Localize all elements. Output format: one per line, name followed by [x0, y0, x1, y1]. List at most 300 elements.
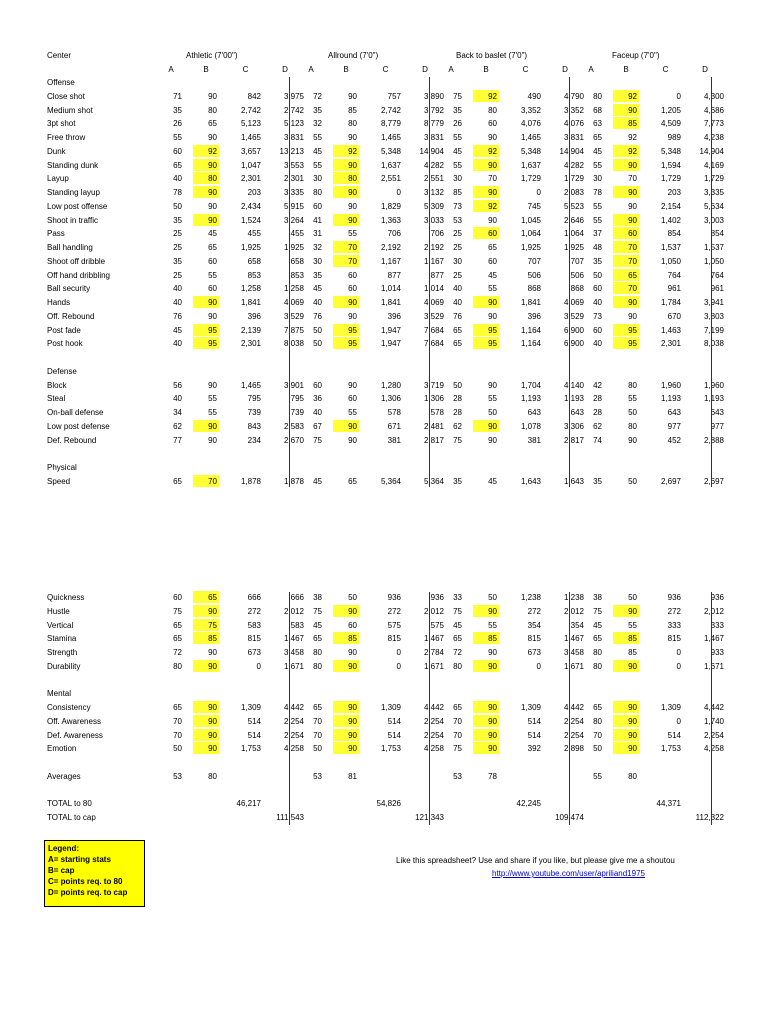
table-cell: 70 — [628, 174, 637, 184]
table-cell: 60 — [208, 284, 217, 294]
table-cell: 90 — [208, 160, 217, 170]
table-cell: 55 — [348, 229, 357, 239]
table-cell: 868 — [570, 284, 584, 294]
table-cell: 70 — [313, 716, 322, 726]
table-cell: 0 — [536, 188, 541, 197]
table-cell: 90 — [208, 661, 217, 671]
table-cell: 14,904 — [559, 146, 584, 156]
table-cell: 5,523 — [563, 201, 584, 211]
table-cell: 75 — [453, 91, 462, 101]
table-cell: 70 — [348, 256, 357, 266]
table-cell: 90 — [208, 421, 217, 431]
table-cell: 1,258 — [240, 284, 261, 294]
row-label: Quickness — [47, 593, 85, 602]
table-cell: 37 — [593, 229, 602, 239]
table-cell: 65 — [348, 476, 357, 486]
table-cell: 2,742 — [380, 105, 401, 115]
table-cell: 3,529 — [563, 311, 584, 321]
table-cell: 90 — [348, 744, 357, 754]
table-cell: 1,753 — [240, 744, 261, 754]
table-cell: 80 — [208, 105, 217, 115]
table-cell: 35 — [593, 476, 602, 486]
sheet-title: Center — [47, 51, 72, 60]
table-cell: 5,123 — [283, 119, 304, 129]
table-cell: 1,671 — [563, 661, 584, 671]
table-cell: 90 — [208, 730, 217, 740]
table-cell: 936 — [710, 593, 724, 602]
table-cell: 80 — [348, 119, 357, 129]
table-cell: 95 — [628, 325, 637, 335]
table-cell: 92 — [208, 146, 217, 156]
table-cell: 65 — [173, 703, 182, 712]
table-cell: 4,300 — [703, 91, 724, 101]
row-label: Post fade — [47, 325, 81, 335]
table-cell: 514 — [527, 730, 541, 740]
table-cell: 90 — [348, 160, 357, 170]
table-cell: 1,537 — [703, 243, 724, 252]
table-cell: 35 — [313, 270, 322, 280]
table-cell: 739 — [247, 408, 261, 417]
table-cell: 5,364 — [423, 476, 444, 486]
table-cell: 78 — [593, 188, 602, 197]
table-cell: 67 — [313, 421, 322, 431]
table-cell: 60 — [593, 325, 602, 335]
table-cell: 2,784 — [423, 648, 444, 657]
table-cell: 1,671 — [703, 661, 724, 671]
table-cell: 234 — [247, 435, 261, 445]
table-cell: 2,012 — [423, 606, 444, 616]
table-cell: 34 — [173, 408, 182, 417]
table-cell: 643 — [667, 408, 681, 417]
table-cell: 90 — [628, 716, 637, 726]
table-cell: 85 — [628, 648, 637, 657]
row-label: Stamina — [47, 634, 77, 644]
table-cell: 90 — [208, 703, 217, 712]
table-cell: 60 — [628, 229, 637, 239]
table-cell: 92 — [348, 146, 357, 156]
table-cell: 55 — [348, 408, 357, 417]
table-cell: 3,529 — [423, 311, 444, 321]
table-cell: 14,904 — [699, 146, 724, 156]
table-cell: 5,915 — [283, 201, 304, 211]
table-cell: 90 — [348, 133, 357, 142]
table-cell: 90 — [628, 201, 637, 211]
table-cell: 392 — [527, 744, 541, 754]
table-cell: 90 — [488, 188, 497, 197]
table-cell: 13,213 — [279, 146, 304, 156]
table-cell: 90 — [208, 648, 217, 657]
table-cell: 506 — [570, 270, 584, 280]
table-cell: 1,064 — [520, 229, 541, 239]
table-cell: 40 — [313, 298, 322, 307]
table-cell: 396 — [247, 311, 261, 321]
table-cell: 50 — [313, 744, 322, 754]
table-cell: 45 — [593, 620, 602, 630]
table-cell: 50 — [313, 325, 322, 335]
table-cell: 80 — [313, 188, 322, 197]
table-cell: 90 — [348, 380, 357, 390]
table-cell: 3,335 — [703, 188, 724, 197]
table-cell: 4,076 — [520, 119, 541, 129]
table-cell: 75 — [593, 606, 602, 616]
table-cell: 55 — [593, 160, 602, 170]
column-letter: D — [282, 65, 288, 74]
table-cell: 65 — [173, 160, 182, 170]
table-cell: 40 — [173, 174, 182, 184]
legend-item: C= points req. to 80 — [48, 877, 123, 886]
table-cell: 1,463 — [660, 325, 681, 335]
table-cell: 3,306 — [563, 421, 584, 431]
row-label: Dunk — [47, 146, 66, 156]
table-cell: 203 — [247, 188, 261, 197]
group-header-back-to-basket: Back to baslet (7'0") — [456, 51, 528, 60]
table-cell: 1,925 — [520, 243, 541, 252]
row-label: Hustle — [47, 606, 70, 616]
table-cell: 4,686 — [703, 105, 724, 115]
table-cell: 90 — [628, 105, 637, 115]
row-label: Medium shot — [47, 105, 93, 115]
table-cell: 2,742 — [240, 105, 261, 115]
table-cell: 65 — [488, 243, 497, 252]
table-cell: 2,301 — [283, 174, 304, 184]
table-cell: 1,465 — [240, 133, 261, 142]
table-cell: 45 — [173, 325, 182, 335]
table-cell: 0 — [396, 648, 401, 657]
table-cell: 90 — [628, 160, 637, 170]
column-divider — [711, 77, 712, 487]
column-letter: A — [168, 65, 174, 74]
table-cell: 65 — [593, 133, 602, 142]
table-cell: 3,529 — [283, 311, 304, 321]
table-cell: 50 — [453, 380, 462, 390]
table-cell: 1,740 — [703, 716, 724, 726]
table-cell: 90 — [488, 716, 497, 726]
table-cell: 2,192 — [423, 243, 444, 252]
table-cell: 25 — [453, 270, 462, 280]
table-cell: 55 — [173, 133, 182, 142]
table-cell: 1,841 — [520, 298, 541, 307]
table-cell: 2,154 — [660, 201, 681, 211]
column-letter: C — [242, 65, 249, 74]
table-cell: 25 — [453, 243, 462, 252]
table-cell: 272 — [387, 606, 401, 616]
table-cell: 80 — [593, 91, 602, 101]
table-cell: 65 — [313, 703, 322, 712]
table-cell: 3,792 — [423, 105, 444, 115]
table-cell: 45 — [313, 620, 322, 630]
table-cell: 764 — [667, 270, 681, 280]
table-cell: 670 — [667, 311, 681, 321]
table-cell: 583 — [247, 620, 261, 630]
table-cell: 65 — [593, 634, 602, 644]
table-cell: 381 — [387, 435, 401, 445]
table-cell: 70 — [348, 243, 357, 252]
row-label: Consistency — [47, 703, 91, 712]
table-cell: 85 — [628, 634, 637, 644]
table-cell: 42 — [593, 380, 602, 390]
table-cell: 3,941 — [703, 298, 724, 307]
row-label: Shoot in traffic — [47, 215, 98, 225]
table-cell: 1,205 — [660, 105, 681, 115]
section-heading: Mental — [47, 689, 72, 699]
column-letter: A — [308, 65, 314, 74]
table-cell: 40 — [453, 298, 462, 307]
table-cell: 75 — [453, 606, 462, 616]
table-cell: 815 — [527, 634, 541, 644]
table-cell: 60 — [593, 284, 602, 294]
row-label: Low post defense — [47, 421, 110, 431]
table-cell: 25 — [173, 243, 182, 252]
table-cell: 80 — [593, 661, 602, 671]
table-cell: 2,254 — [423, 716, 444, 726]
row-label: Low post offense — [47, 201, 108, 211]
table-cell: 55 — [208, 270, 217, 280]
table-cell: 1,467 — [563, 634, 584, 644]
table-cell: 65 — [628, 270, 637, 280]
table-cell: 0 — [396, 661, 401, 671]
table-cell: 1,878 — [240, 476, 261, 486]
table-cell: 40 — [313, 408, 322, 417]
table-cell: 1,753 — [660, 744, 681, 754]
table-cell: 74 — [593, 435, 602, 445]
table-cell: 45 — [453, 146, 462, 156]
table-cell: 55 — [453, 133, 462, 142]
table-cell: 70 — [628, 284, 637, 294]
table-cell: 1,167 — [380, 256, 401, 266]
table-cell: 977 — [667, 421, 681, 431]
table-cell: 90 — [488, 606, 497, 616]
table-cell: 95 — [348, 339, 357, 349]
table-cell: 60 — [488, 229, 497, 239]
table-cell: 2,254 — [283, 716, 304, 726]
table-cell: 30 — [453, 256, 462, 266]
table-cell: 70 — [173, 716, 182, 726]
table-cell: 60 — [348, 620, 357, 630]
row-label: Durability — [47, 661, 81, 671]
row-label: Close shot — [47, 91, 85, 101]
group-header-allround: Allround (7'0") — [328, 51, 379, 60]
table-cell: 853 — [247, 270, 261, 280]
row-label: 3pt shot — [47, 119, 76, 129]
table-cell: 40 — [173, 394, 182, 404]
table-cell: 0 — [256, 661, 261, 671]
table-cell: 5,634 — [703, 201, 724, 211]
row-label: Off. Awareness — [47, 716, 101, 726]
table-cell: 90 — [208, 188, 217, 197]
table-cell: 90 — [348, 298, 357, 307]
table-cell: 333 — [710, 620, 724, 630]
column-letter: B — [623, 65, 629, 74]
table-cell: 55 — [208, 394, 217, 404]
table-cell: 90 — [488, 703, 497, 712]
table-cell: 8,038 — [283, 339, 304, 349]
table-cell: 90 — [628, 298, 637, 307]
column-divider — [289, 592, 290, 825]
table-cell: 62 — [453, 421, 462, 431]
table-cell: 877 — [430, 270, 444, 280]
column-divider — [429, 592, 430, 825]
table-cell: 28 — [593, 408, 602, 417]
table-cell: 90 — [488, 421, 497, 431]
table-cell: 80 — [628, 380, 637, 390]
table-cell: 90 — [348, 188, 357, 197]
table-cell: 3,458 — [563, 648, 584, 657]
table-cell: 30 — [313, 256, 322, 266]
table-cell: 7,684 — [423, 325, 444, 335]
table-cell: 71 — [173, 91, 182, 101]
table-cell: 90 — [628, 703, 637, 712]
table-cell: 1,467 — [423, 634, 444, 644]
legend-item: A= starting stats — [48, 855, 111, 864]
table-cell: 1,050 — [660, 256, 681, 266]
table-cell: 4,069 — [563, 298, 584, 307]
table-cell: 80 — [313, 661, 322, 671]
table-cell: 90 — [628, 311, 637, 321]
table-cell: 757 — [387, 91, 401, 101]
table-cell: 7,875 — [283, 325, 304, 335]
table-cell: 50 — [173, 744, 182, 754]
table-cell: 90 — [628, 730, 637, 740]
table-cell: 90 — [348, 215, 357, 225]
column-divider — [569, 77, 570, 487]
table-cell: 90 — [628, 435, 637, 445]
table-cell: 490 — [527, 91, 541, 101]
table-cell: 90 — [208, 606, 217, 616]
table-cell: 95 — [208, 325, 217, 335]
table-cell: 4,140 — [563, 380, 584, 390]
table-cell: 1,465 — [380, 133, 401, 142]
table-cell: 795 — [290, 394, 304, 404]
table-cell: 31 — [313, 229, 322, 239]
table-cell: 45 — [208, 229, 217, 239]
table-cell: 2,301 — [240, 174, 261, 184]
table-cell: 455 — [290, 229, 304, 239]
table-cell: 1,045 — [520, 215, 541, 225]
table-cell: 4,442 — [563, 703, 584, 712]
table-cell: 60 — [173, 146, 182, 156]
table-cell: 50 — [628, 476, 637, 486]
table-cell: 85 — [348, 634, 357, 644]
row-label: Block — [47, 380, 67, 390]
table-cell: 936 — [430, 593, 444, 602]
table-cell: 843 — [247, 421, 261, 431]
table-cell: 706 — [387, 229, 401, 239]
table-cell: 936 — [387, 593, 401, 602]
table-cell: 1,594 — [660, 160, 681, 170]
table-cell: 1,524 — [240, 215, 261, 225]
table-cell: 90 — [208, 133, 217, 142]
table-cell: 45 — [313, 146, 322, 156]
table-cell: 3,458 — [283, 648, 304, 657]
table-cell: 1,164 — [520, 339, 541, 349]
youtube-link[interactable]: http://www.youtube.com/user/apriliand1975 — [492, 869, 645, 878]
table-cell: 90 — [348, 703, 357, 712]
table-cell: 2,012 — [563, 606, 584, 616]
table-cell: 60 — [488, 256, 497, 266]
row-label: Speed — [47, 476, 71, 486]
table-cell: 1,193 — [563, 394, 584, 404]
table-cell: 1,047 — [240, 160, 261, 170]
table-cell: 30 — [313, 174, 322, 184]
table-cell: 643 — [527, 408, 541, 417]
table-cell: 1,671 — [283, 661, 304, 671]
table-cell: 1,280 — [380, 380, 401, 390]
table-cell: 26 — [453, 119, 462, 129]
table-cell: 90 — [488, 215, 497, 225]
table-cell: 45 — [453, 620, 462, 630]
table-cell: 1,729 — [563, 174, 584, 184]
table-cell: 4,442 — [423, 703, 444, 712]
table-cell: 121,343 — [415, 813, 444, 822]
column-letter: B — [203, 65, 209, 74]
table-cell: 1,193 — [703, 394, 724, 404]
table-cell: 2,012 — [283, 606, 304, 616]
row-label: Standing layup — [47, 188, 100, 197]
table-cell: 70 — [453, 730, 462, 740]
table-cell: 32 — [313, 243, 322, 252]
table-cell: 55 — [453, 160, 462, 170]
table-cell: 90 — [348, 91, 357, 101]
table-cell: 3,264 — [283, 215, 304, 225]
table-cell: 5,348 — [520, 146, 541, 156]
table-cell: 35 — [173, 215, 182, 225]
table-cell: 53 — [313, 771, 322, 781]
table-cell: 80 — [628, 771, 637, 781]
table-cell: 2,888 — [703, 435, 724, 445]
table-cell: 514 — [667, 730, 681, 740]
table-cell: 55 — [488, 284, 497, 294]
table-cell: 2,434 — [240, 201, 261, 211]
row-label: Off. Rebound — [47, 311, 95, 321]
table-cell: 53 — [173, 771, 182, 781]
table-cell: 2,697 — [660, 476, 681, 486]
table-cell: 90 — [208, 298, 217, 307]
row-label: Def. Awareness — [47, 730, 103, 740]
table-cell: 3,352 — [563, 105, 584, 115]
table-cell: 868 — [527, 284, 541, 294]
table-cell: 1,784 — [660, 298, 681, 307]
table-cell: 76 — [453, 311, 462, 321]
table-cell: 853 — [290, 270, 304, 280]
table-cell: 68 — [593, 105, 602, 115]
table-cell: 90 — [488, 661, 497, 671]
row-label: Post hook — [47, 339, 83, 349]
table-cell: 3,657 — [240, 146, 261, 156]
table-cell: 3,335 — [283, 188, 304, 197]
table-cell: 45 — [313, 284, 322, 294]
table-cell: 1,841 — [240, 298, 261, 307]
table-cell: 2,301 — [240, 339, 261, 349]
table-cell: 2,254 — [563, 716, 584, 726]
table-cell: 815 — [387, 634, 401, 644]
table-cell: 92 — [488, 91, 497, 101]
table-cell: 745 — [527, 201, 541, 211]
table-cell: 643 — [570, 408, 584, 417]
table-cell: 5,348 — [660, 146, 681, 156]
table-cell: 643 — [710, 408, 724, 417]
table-cell: 396 — [387, 311, 401, 321]
table-cell: 0 — [676, 661, 681, 671]
table-cell: 354 — [570, 620, 584, 630]
table-cell: 95 — [628, 339, 637, 349]
table-cell: 50 — [488, 408, 497, 417]
table-cell: 41 — [313, 215, 322, 225]
table-cell: 40 — [593, 298, 602, 307]
table-cell: 0 — [676, 648, 681, 657]
table-cell: 60 — [348, 270, 357, 280]
table-cell: 65 — [313, 634, 322, 644]
table-cell: 70 — [453, 716, 462, 726]
